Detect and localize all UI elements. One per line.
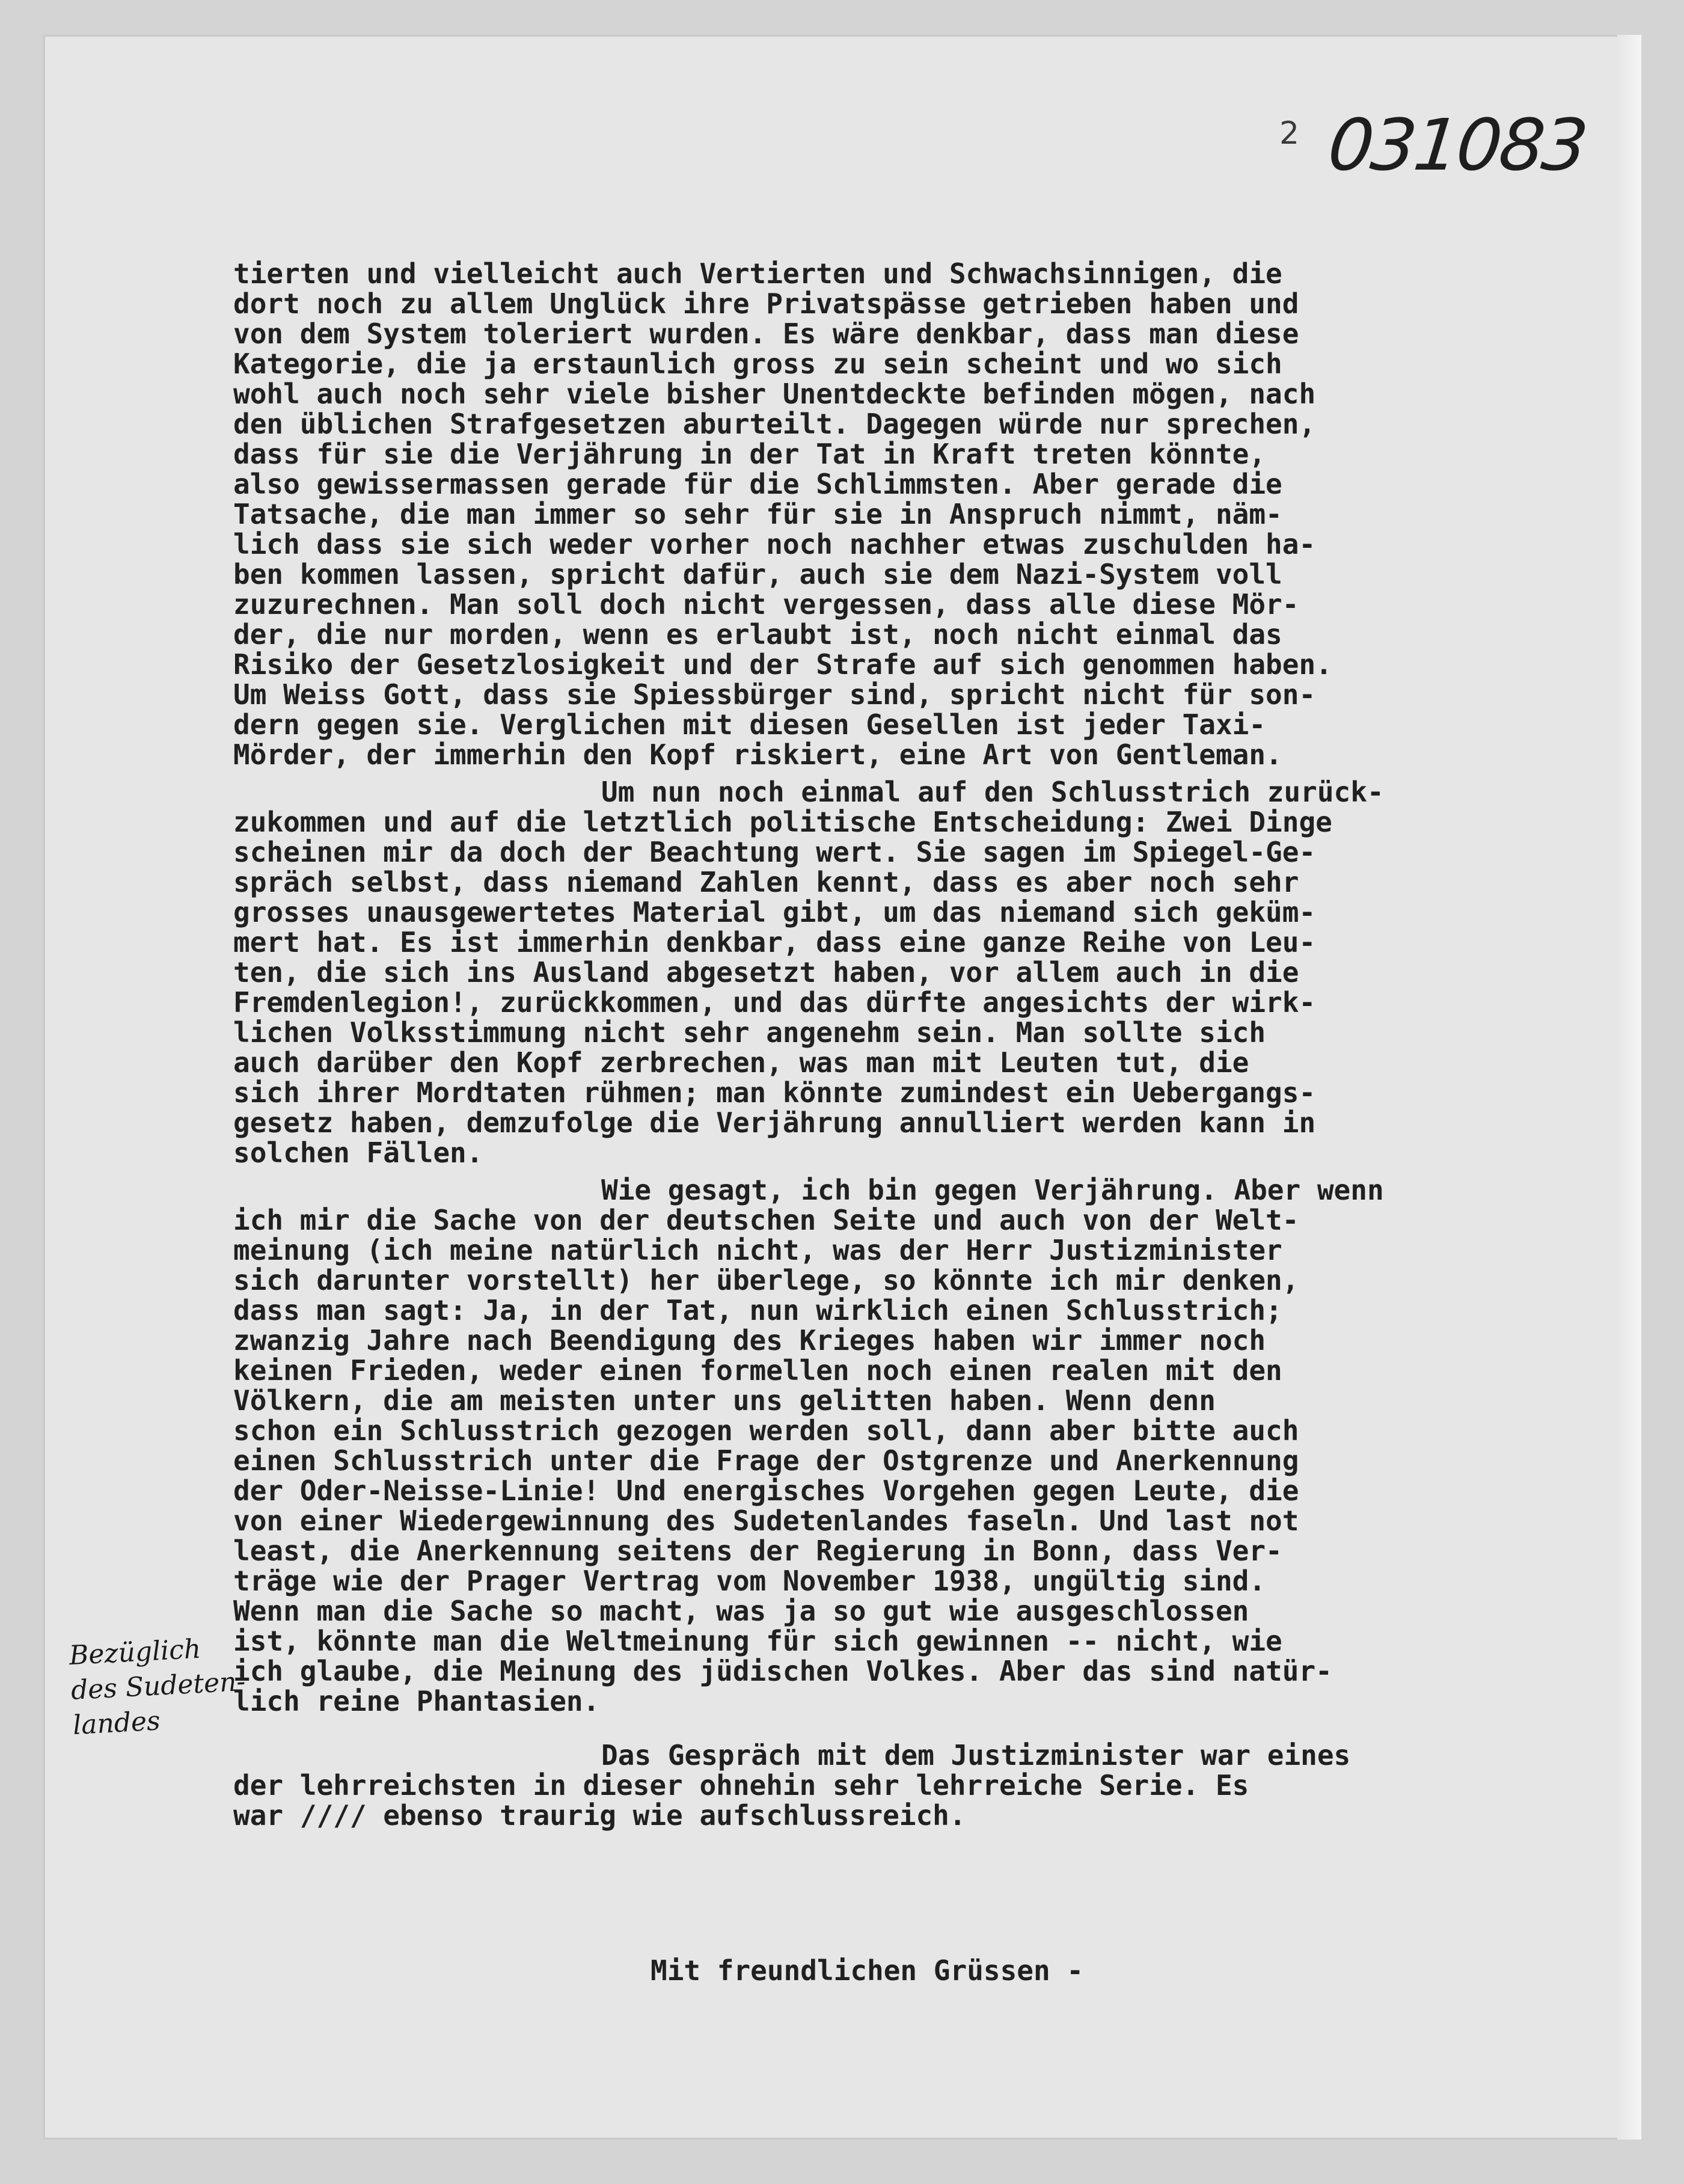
text-line: least, die Anerkennung seitens der Regierung in Bonn, dass Ver- <box>233 1535 1282 1567</box>
text-line: dass für sie die Verjährung in der Tat in Kraft treten könnte, <box>233 438 1266 470</box>
text-line: mert hat. Es ist immerhin denkbar, dass eine ganze Reihe von Leu- <box>233 926 1316 959</box>
text-line: solchen Fällen. <box>233 1136 483 1169</box>
text-line: ten, die sich ins Ausland abgesetzt haben, vor allem auch in die <box>233 956 1299 989</box>
paragraph-4 <box>233 1740 1496 1830</box>
text-line: scheinen mir da doch der Beachtung wert. Sie sagen im Spiegel-Ge- <box>233 836 1316 868</box>
text-line: keinen Frieden, weder einen formellen noch einen realen mit den <box>233 1354 1282 1387</box>
text-line: einen Schlusstrich unter die Frage der Ostgrenze und Anerkennung <box>233 1444 1299 1477</box>
text-line: träge wie der Prager Vertrag vom November 1938, ungültig sind. <box>233 1565 1266 1597</box>
text-line: lich reine Phantasien. <box>233 1685 600 1717</box>
text-line: Fremdenlegion!, zurückkommen, und das dürfte angesichts der wirk- <box>233 986 1316 1019</box>
text-line: lichen Volksstimmung nicht sehr angenehm sein. Man sollte sich <box>233 1016 1266 1049</box>
text-line: sich ihrer Mordtaten rühmen; man könnte zumindest ein Uebergangs- <box>233 1076 1316 1109</box>
text-line: Mörder, der immerhin den Kopf riskiert, eine Art von Gentleman. <box>233 738 1282 771</box>
text-line: der lehrreichsten in dieser ohnehin sehr lehrreiche Serie. Es <box>233 1769 1249 1802</box>
text-line: Risiko der Gesetzlosigkeit und der Strafe auf sich genommen haben. <box>233 648 1332 681</box>
text-line: dass man sagt: Ja, in der Tat, nun wirklich einen Schlusstrich; <box>233 1294 1282 1327</box>
text-line: der, die nur morden, wenn es erlaubt ist, noch nicht einmal das <box>233 618 1282 651</box>
paragraph-2 <box>233 777 1496 1168</box>
paragraph-3 <box>233 1175 1496 1716</box>
text-line: dern gegen sie. Verglichen mit diesen Gesellen ist jeder Taxi- <box>233 708 1266 741</box>
text-line: Das Gespräch mit dem Justizminister war eines <box>601 1739 1351 1771</box>
text-line: ich mir die Sache von der deutschen Seite und auch von der Welt- <box>233 1204 1299 1236</box>
text-line: dort noch zu allem Unglück ihre Privatspässe getrieben haben und <box>233 287 1299 320</box>
page-number: 2 <box>1279 115 1300 152</box>
text-line: Wenn man die Sache so macht, was ja so gut wie ausgeschlossen <box>233 1595 1249 1627</box>
text-line: ich glaube, die Meinung des jüdischen Volkes. Aber das sind natür- <box>233 1655 1332 1687</box>
text-line: Völkern, die am meisten unter uns gelitten haben. Wenn denn <box>233 1384 1216 1417</box>
text-line: der Oder-Neisse-Linie! Und energisches Vorgehen gegen Leute, die <box>233 1474 1299 1507</box>
margin-note-line: Bezüglich <box>68 1633 202 1672</box>
text-line: von dem System toleriert wurden. Es wäre denkbar, dass man diese <box>233 317 1299 350</box>
text-line: gesetz haben, demzufolge die Verjährung annulliert werden kann in <box>233 1106 1316 1139</box>
text-line: schon ein Schlusstrich gezogen werden soll, dann aber bitte auch <box>233 1414 1299 1447</box>
archive-number: 031083 <box>1324 103 1590 186</box>
text-line: spräch selbst, dass niemand Zahlen kennt, dass es aber noch sehr <box>233 866 1299 898</box>
text-line: meinung (ich meine natürlich nicht, was der Herr Justizminister <box>233 1234 1282 1266</box>
text-line: Um nun noch einmal auf den Schlusstrich zurück- <box>601 776 1384 808</box>
text-line: Kategorie, die ja erstaunlich gross zu sein scheint und wo sich <box>233 348 1282 380</box>
paragraph-gap <box>233 1716 1496 1740</box>
closing-salutation: Mit freundlichen Grüssen - <box>651 1954 1084 1987</box>
text-line: zwanzig Jahre nach Beendigung des Krieges haben wir immer noch <box>233 1324 1266 1357</box>
paragraph-1 <box>233 259 1496 770</box>
text-line: den üblichen Strafgesetzen aburteilt. Dagegen würde nur sprechen, <box>233 408 1316 440</box>
text-line: Um Weiss Gott, dass sie Spiessbürger sind, spricht nicht für son- <box>233 678 1316 711</box>
text-line: war //// ebenso traurig wie aufschlussreich. <box>233 1799 966 1832</box>
margin-note <box>68 1630 246 1743</box>
text-line: zukommen und auf die letztlich politische Entscheidung: Zwei Dinge <box>233 806 1332 838</box>
text-line: sich darunter vorstellt) her überlege, so könnte ich mir denken, <box>233 1264 1299 1296</box>
letter-body <box>233 259 1496 1830</box>
text-line: wohl auch noch sehr viele bisher Unentdeckte befinden mögen, nach <box>233 378 1316 410</box>
margin-note-line: landes <box>72 1705 161 1741</box>
text-line: ben kommen lassen, spricht dafür, auch sie dem Nazi-System voll <box>233 558 1282 590</box>
text-line: Tatsache, die man immer so sehr für sie in Anspruch nimmt, näm- <box>233 498 1282 530</box>
text-line: also gewissermassen gerade für die Schlimmsten. Aber gerade die <box>233 468 1282 500</box>
margin-note-line: des Sudeten- <box>70 1666 246 1707</box>
text-line: von einer Wiedergewinnung des Sudetenlandes faseln. Und last not <box>233 1505 1299 1537</box>
text-line: auch darüber den Kopf zerbrechen, was man mit Leuten tut, die <box>233 1046 1249 1079</box>
text-line: lich dass sie sich weder vorher noch nachher etwas zuschulden ha- <box>233 528 1316 560</box>
text-line: grosses unausgewertetes Material gibt, um das niemand sich geküm- <box>233 896 1316 928</box>
text-line: tierten und vielleicht auch Vertierten und Schwachsinnigen, die <box>233 257 1282 290</box>
text-line: Wie gesagt, ich bin gegen Verjährung. Aber wenn <box>601 1174 1384 1206</box>
text-line: zuzurechnen. Man soll doch nicht vergessen, dass alle diese Mör- <box>233 588 1299 621</box>
text-line: ist, könnte man die Weltmeinung für sich gewinnen -- nicht, wie <box>233 1625 1282 1657</box>
